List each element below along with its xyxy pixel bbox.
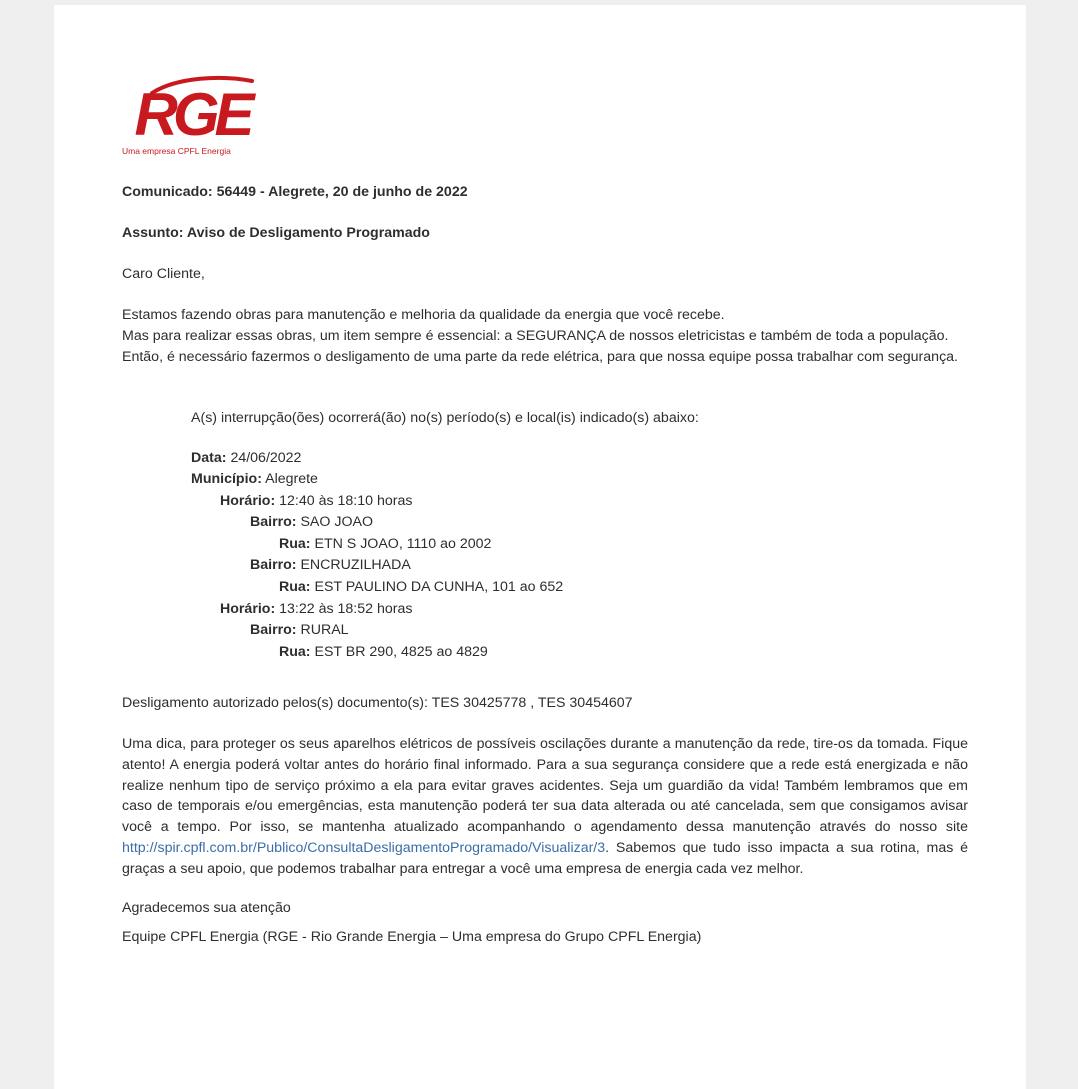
rua-row [279,535,491,553]
rua-label: Rua: [279,536,311,552]
rua-row [279,643,488,661]
data-label: Data: [191,450,227,466]
comunicado-line: Comunicado: 56449 - Alegrete, 20 de junho de 2022 [122,184,468,200]
bairro-row [250,621,349,639]
rua-row [279,578,563,596]
logo-wordmark: RGE [134,81,250,143]
greeting: Caro Cliente, [122,266,205,282]
horario-row [220,600,412,618]
authorization-line: Desligamento autorizado pelos(s) documento(s): TES 30425778 , TES 30454607 [122,695,633,711]
bairro-label: Bairro: [250,622,297,638]
municipio-label: Município: [191,471,262,487]
rua-label: Rua: [279,579,311,595]
bairro-value: SAO JOAO [300,514,373,530]
rge-logo [122,75,262,161]
rua-value: EST BR 290, 4825 ao 4829 [314,644,488,660]
document-page [54,5,1026,1089]
thanks-line: Agradecemos sua atenção [122,900,291,916]
consulta-link[interactable]: http://spir.cpfl.com.br/Publico/ConsultaDesligamentoProgramado/Visualizar/3 [122,839,606,856]
intro-line-2: Mas para realizar essas obras, um item sempre é essencial: a SEGURANÇA de nossos eletricistas e também de toda a população. [122,328,949,344]
bairro-row [250,556,411,574]
bairro-value: RURAL [300,622,349,638]
bairro-label: Bairro: [250,557,297,573]
bairro-row [250,513,373,531]
intro-line-1: Estamos fazendo obras para manutenção e melhoria da qualidade da energia que você recebe. [122,307,725,323]
intro-line-3: Então, é necessário fazermos o desligamento de uma parte da rede elétrica, para que nossa equipe possa trabalhar com segurança. [122,349,958,365]
rua-value: ETN S JOAO, 1110 ao 2002 [314,536,492,552]
rua-label: Rua: [279,644,311,660]
municipio-row [191,470,318,488]
data-row [191,449,301,467]
bairro-value: ENCRUZILHADA [300,557,411,573]
horario-label: Horário: [220,601,276,617]
tip-paragraph [122,734,968,880]
horario-row [220,492,412,510]
tip-text-before-link: Uma dica, para proteger os seus aparelhos elétricos de possíveis oscilações durante a manutenção da rede, tire-os da tomada. Fique atento! A energia poderá voltar antes do horário final informado. Para a sua segurança considere que a rede está energizada e não realize nenhum tipo de serviço próximo a ela para evitar graves acidentes. Seja um guardião da vida! Também lembramos que em caso de temporais e/ou emergências, esta manutenção poderá ter sua data alterada ou até cancelada, sem que consigamos avisar você a tempo. Por isso, se mantenha atualizado acompanhando o agendamento dessa manutenção através do nosso site [122,736,968,836]
horario-label: Horário: [220,493,276,509]
rge-logo-mark [122,75,262,143]
assunto-line: Assunto: Aviso de Desligamento Programado [122,225,430,241]
municipio-value: Alegrete [265,471,318,487]
horario-value: 12:40 às 18:10 horas [279,493,413,509]
signature-line: Equipe CPFL Energia (RGE - Rio Grande Energia – Uma empresa do Grupo CPFL Energia) [122,929,702,945]
data-value: 24/06/2022 [230,450,302,466]
horario-value: 13:22 às 18:52 horas [279,601,413,617]
tip-text-after-link: . Sabemos que tudo isso impacta a sua rotina, mas é graças a seu apoio, que podemos trabalhar para entregar a você uma empresa de energia cada vez melhor. [122,839,968,877]
rua-value: EST PAULINO DA CUNHA, 101 ao 652 [314,579,564,595]
schedule-intro: A(s) interrupção(ões) ocorrerá(ão) no(s) período(s) e local(is) indicado(s) abaixo: [191,410,699,426]
logo-tagline: Uma empresa CPFL Energia [122,146,231,156]
bairro-label: Bairro: [250,514,297,530]
